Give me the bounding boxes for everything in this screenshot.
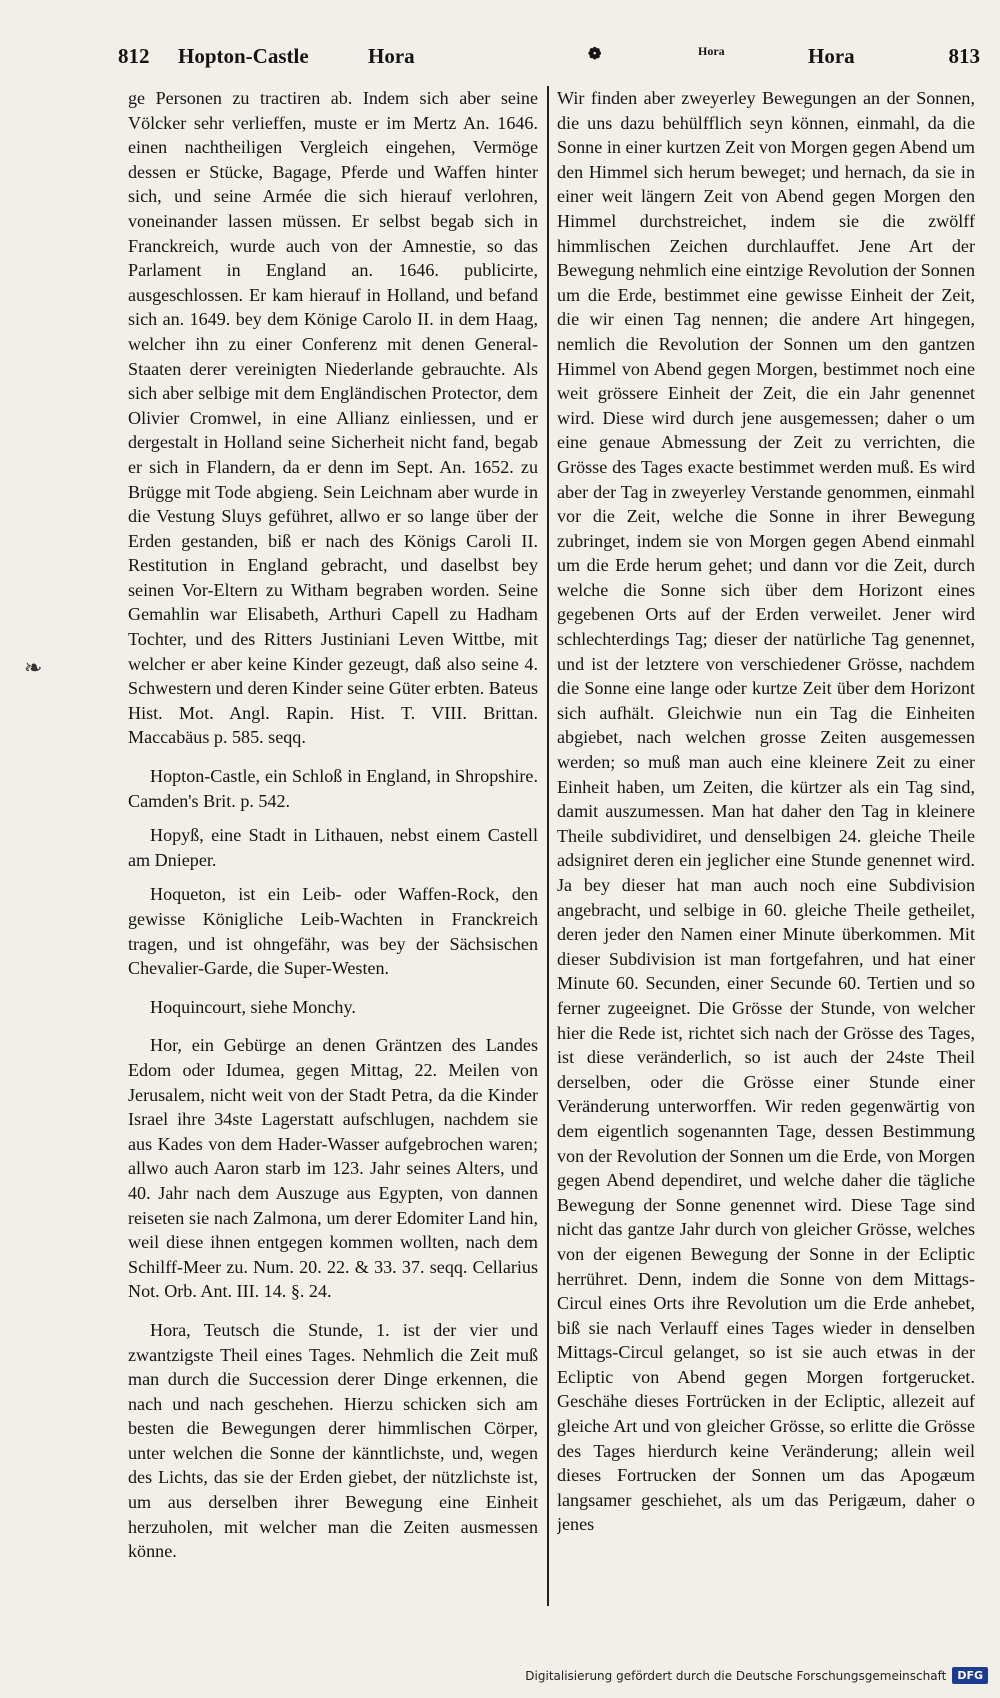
digitization-footer (525, 1667, 988, 1684)
entry-paragraph: Hor, ein Gebürge an denen Gräntzen des Landes Edom oder Idumea, gegen Mittag, 22. Meilen von Jerusalem, nicht weit von der Stadt Petra, da die Kinder Israel ihre 34ste Lagerstatt aufschlugen, nachdem sie aus Kades von dem Hader-Wasser aufgebrochen waren; allwo auch Aaron starb im 123. Jahr seines Alters, und 40. Jahr nach dem Auszuge aus Egypten, von dannen reiseten sie nach Zalmona, um derer Edomiter Land hin, weil diese ihnen entgegen kommen wollten, nach dem Schilff-Meer zu. Num. 20. 22. & 33. 37. seqq. Cellarius Not. Orb. Ant. III. 14. §. 24. (128, 1035, 538, 1302)
running-header (118, 44, 980, 78)
right-column (557, 86, 975, 1566)
header-title-left: Hopton-Castle (178, 44, 309, 68)
entry-paragraph: Hoquincourt, siehe Monchy. (150, 996, 356, 1017)
header-ornament-icon: ❁ (588, 46, 602, 63)
page-number-left: 812 (118, 44, 150, 68)
entry-paragraph: Wir finden aber zweyerley Bewegungen an der Sonnen, die uns dazu behülfflich seyn können, einmahl, da die Sonne in einer kurtzen Zeit von Morgen gegen Abend um den Himmel sich herum beweget; und hernach, da sie in einer weit längern Zeit von Abend gegen Morgen den Himmel durchstreichet, indem sie die zwölff himmlischen Zeichen durchlauffet. Jene Art der Bewegung nehmlich eine eintzige Revolution der Sonnen um die Erde, bestimmet eine gewisse Einheit der Zeit, die wir einen Tag nennen; die andere Art hingegen, nemlich die Revolution der Sonnen um den gantzen Himmel von Abend gegen Morgen, bestimmet noch eine weit grössere Einheit der Zeit, die ein Jahr genennet wird. Diese wird durch jene ausgemessen; daher o um eine genaue Abmessung der Zeit zu verrichten, die Grösse des Tages exacte bestimmet werden muß. Es wird aber der Tag in zweyerley Verstande genommen, einmahl vor die Zeit, welche die Sonne in ihrer Bewegung zubringet, indem sie von Morgen gegen Abend einmahl um die Erde herum gehet; und dann vor die Zeit, durch welche die Sonne sich über dem Horizont eines gegebenen Orts auf der Erden verweilet. Jener wird schlechterdings Tag; dieser der natürliche Tag genennet, und ist der letztere von verschiedener Grösse, nachdem die Sonne eine lange oder kurtze Zeit über dem Horizont sich aufhält. Gleichwie nun ein Tag die Einheiten abgiebet, nach welchen grosse Zeiten ausgemessen werden; so muß man auch eine kleinere Zeit zu einer Einheit haben, um Zeiten, die kürtzer als ein Tag sind, damit auszumessen. Man hat daher den Tag in kleinere Theile subdividiret, und denselbigen 24. gleiche Theile adsigniret deren ein jeglicher eine Stunde genennet wird. Ja bey dieser hat man auch noch eine Subdivision angebracht, und selbige in 60. gleiche Theile getheilet, deren jeder den Namen einer Minute überkommen. Mit dieser Subdivision ist man fortgefahren, und hat einer Minute 60. Secunden, einer Secunde 60. Tertien und so ferner zugeeignet. Die Grösse der Stunde, von welcher hier die Rede ist, richtet sich nach der Grösse des Tages, ist diese veränderlich, so ist auch der 24ste Theil derselben, oder die Grösse einer Stunde einer Veränderung unterworffen. Wir reden gegenwärtig von dem eigentlich sogenannten Tage, dessen Bestimmung von der Revolution der Sonnen um die Erde, von Morgen gegen Abend dependiret, und welche daher die tägliche Bewegung der Sonne genennet wird. Diese Tage sind nicht das gantze Jahr durch von gleicher Grösse, welches von der eigenen Bewegung der Sonne in der Ecliptic herrühret. Denn, indem die Sonne von dem Mittags-Circul eines Orts ihre Revolution um die Erde anhebet, biß sie nach Verlauff eines Tages wieder in denselben Mittags-Circul gelanget, so ist sie auch etwas in der Ecliptic von Abend gegen Morgen fortgerucket. Geschähe dieses Fortrücken in der Ecliptic, allezeit auf gleiche Art und von gleicher Grösse, so erlitte die Grösse des Tages hierdurch keine Veränderung; allein weil dieses Fortrucken der Sonnen um das Apogæum langsamer geschiehet, als um das Perigæum, daher o jenes (557, 88, 975, 1535)
header-title-mid: Hora (368, 44, 415, 68)
entry-paragraph: Hopyß, eine Stadt in Lithauen, nebst einem Castell am Dnieper. (128, 825, 538, 870)
entry-paragraph: Hoqueton, ist ein Leib- oder Waffen-Rock, den gewisse Königliche Leib-Wachten in Franckreich tragen, und ist ohngefähr, was bey der Sächsischen Chevalier-Garde, die Super-Westen. (128, 884, 538, 979)
footer-text: Digitalisierung gefördert durch die Deutsche Forschungsgemeinschaft (525, 1668, 947, 1683)
header-title-right: Hora (808, 44, 855, 68)
column-divider (547, 86, 549, 1606)
dfg-logo: DFG (952, 1667, 988, 1684)
entry-paragraph: Hora, Teutsch die Stunde, 1. ist der vier und zwantzigste Theil eines Tages. Nehmlich die Zeit muß man durch die Succession derer Dinge erkennen, die nach und nach geschehen. Hierzu schicken sich am besten die Bewegungen derer himmlischen Cörper, unter welchen die Sonne der känntlichste, und, wegen des Lichts, das sie der Erden giebet, der nützlichste ist, um aus derselben ihrer Bewegung eine Einheit herzuholen, mit welcher man die Zeiten ausmessen könne. (128, 1319, 538, 1562)
header-title-right-top: Hora (698, 44, 725, 58)
entry-paragraph: ge Personen zu tractiren ab. Indem sich aber seine Völcker sehr verlieffen, muste er im Mertz An. 1646. einen nachtheiligen Vergleich eingehen, Vermöge dessen er Stücke, Bagage, Pferde und Waffen hinter sich, und seine Armée die sich hierauf verlohren, voneinander lassen müssen. Er selbst begab sich in Franckreich, wurde auch von der Amnestie, so das Parlament in England an. 1646. publicirte, ausgeschlossen. Er kam hierauf in Holland, und befand sich an. 1649. bey dem Könige Carolo II. in dem Haag, welcher ihn zu einer Conferenz mit denen General-Staaten derer vereinigten Niederlande gebrauchte. Als sich aber selbige mit dem Engländischen Protector, dem Olivier Cromwel, in eine Allianz einliessen, und er dergestalt in Holland seine Sicherheit nicht fand, begab er sich in Flandern, da er denn im Sept. An. 1652. zu Brügge mit Tode abgieng. Sein Leichnam aber wurde in die Vestung Sluys geführet, allwo er so lange über der Erden gestanden, biß er nach des Königs Caroli II. Restitution in England gebracht, und daselbst bey seinen Vor-Eltern zu Witham begraben worden. Seine Gemahlin war Elisabeth, Arthuri Capell zu Hadham Tochter, und des Ritters Justiniani Leven Wittbe, mit welcher er aber keine Kinder gezeugt, daß also seine 4. Schwestern und deren Kinder seine Güter erbten. Bateus Hist. Mot. Angl. Rapin. Hist. T. VIII. Brittan. Maccabäus p. 585. seqq. (128, 88, 538, 748)
margin-ornament-icon: ❧ (24, 656, 43, 681)
page-number-right: 813 (948, 44, 980, 68)
entry-paragraph: Hopton-Castle, ein Schloß in England, in Shropshire. Camden's Brit. p. 542. (128, 766, 538, 811)
left-column (128, 86, 538, 1566)
